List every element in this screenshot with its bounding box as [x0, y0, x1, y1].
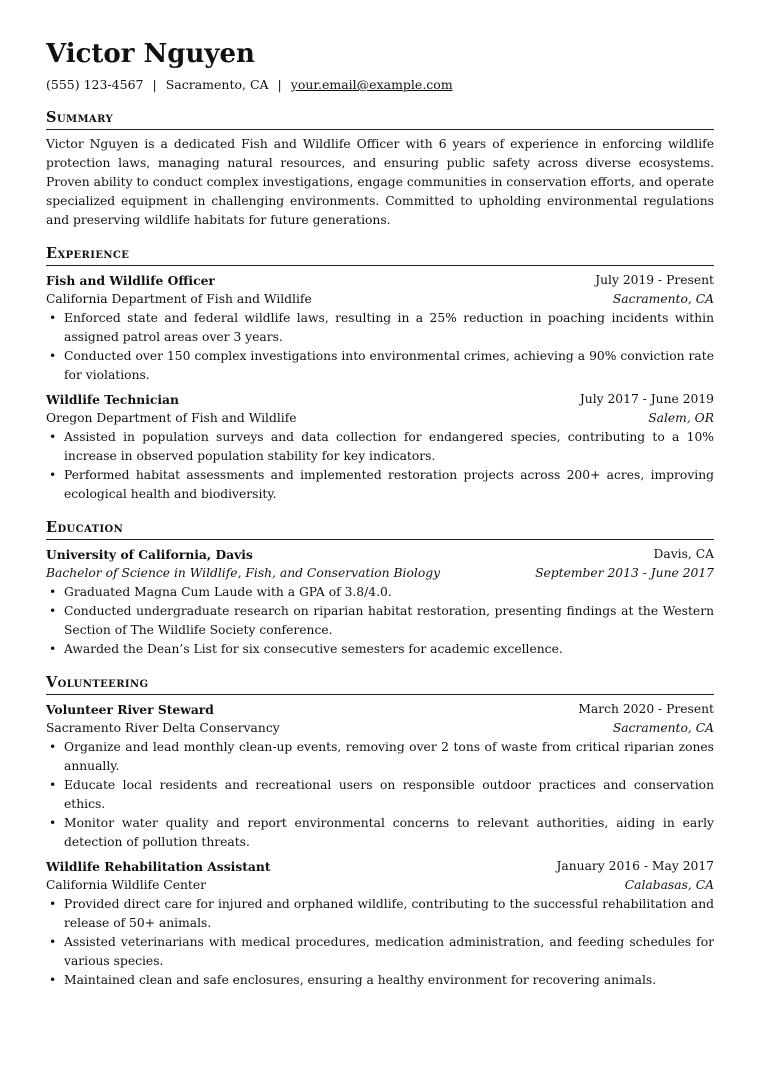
entry-dates: January 2016 - May 2017 [556, 859, 714, 873]
entry-dates: March 2020 - Present [578, 702, 714, 716]
bullet-item: • Assisted veterinarians with medical procedures, medication administration, and feeding schedules for various species. [46, 933, 714, 971]
entry-location: Sacramento, CA [612, 721, 714, 735]
entry-title: Wildlife Technician [46, 392, 179, 407]
entry-subheader-row [46, 564, 714, 583]
entry-subheader-row [46, 409, 714, 428]
volunteering-entry [46, 857, 714, 990]
bullet-list [46, 583, 714, 659]
bullet-item: • Conducted undergraduate research on riparian habitat restoration, presenting findings at the Western Section of The Wildlife Society conference. [46, 602, 714, 640]
entry-location: Salem, OR [648, 411, 714, 425]
education-list [46, 545, 714, 659]
education-heading: Education [46, 518, 714, 540]
entry-organization: California Department of Fish and Wildlife [46, 292, 312, 306]
entry-dates: July 2017 - June 2019 [579, 392, 714, 406]
entry-title: Volunteer River Steward [46, 702, 214, 717]
bullet-item: • Provided direct care for injured and orphaned wildlife, contributing to the successful rehabilitation and release of 50+ animals. [46, 895, 714, 933]
entry-organization: Sacramento River Delta Conservancy [46, 721, 280, 735]
bullet-item: • Maintained clean and safe enclosures, ensuring a healthy environment for recovering animals. [46, 971, 714, 990]
entry-degree: Bachelor of Science in Wildlife, Fish, and Conservation Biology [46, 566, 441, 580]
entry-subheader-row [46, 290, 714, 309]
experience-entry [46, 271, 714, 385]
email-link[interactable]: your.email@example.com [290, 77, 453, 92]
education-entry [46, 545, 714, 659]
bullet-item: • Graduated Magna Cum Laude with a GPA of 3.8/4.0. [46, 583, 714, 602]
volunteering-heading: Volunteering [46, 673, 714, 695]
contact-separator: | [152, 77, 157, 92]
location: Sacramento, CA [165, 77, 269, 92]
candidate-name: Victor Nguyen [46, 39, 255, 69]
entry-header-row [46, 700, 714, 719]
volunteering-entry [46, 700, 714, 852]
bullet-list [46, 309, 714, 385]
entry-organization: Oregon Department of Fish and Wildlife [46, 411, 297, 425]
experience-heading: Experience [46, 244, 714, 266]
entry-dates: July 2019 - Present [595, 273, 714, 287]
bullet-item: • Enforced state and federal wildlife laws, resulting in a 25% reduction in poaching incidents within assigned patrol areas over 3 years. [46, 309, 714, 347]
volunteering-list [46, 700, 714, 990]
bullet-list [46, 738, 714, 852]
experience-list [46, 271, 714, 504]
bullet-item: • Assisted in population surveys and data collection for endangered species, contributing to a 10% increase in observed population stability for key indicators. [46, 428, 714, 466]
entry-location: Davis, CA [653, 547, 714, 561]
experience-entry [46, 390, 714, 504]
phone-number: (555) 123-4567 [46, 77, 144, 92]
entry-header-row [46, 390, 714, 409]
entry-organization: California Wildlife Center [46, 878, 206, 892]
entry-title: Fish and Wildlife Officer [46, 273, 215, 288]
bullet-item: • Organize and lead monthly clean-up events, removing over 2 tons of waste from critical riparian zones annually. [46, 738, 714, 776]
entry-location: Sacramento, CA [612, 292, 714, 306]
summary-heading: Summary [46, 108, 714, 130]
bullet-item: • Educate local residents and recreational users on responsible outdoor practices and conservation ethics. [46, 776, 714, 814]
resume-page [46, 38, 714, 995]
contact-line [46, 76, 714, 94]
entry-location: Calabasas, CA [624, 878, 714, 892]
entry-title: University of California, Davis [46, 547, 253, 562]
contact-separator: | [277, 77, 282, 92]
entry-title: Wildlife Rehabilitation Assistant [46, 859, 271, 874]
bullet-list [46, 428, 714, 504]
entry-subheader-row [46, 876, 714, 895]
entry-header-row [46, 857, 714, 876]
summary-text: Victor Nguyen is a dedicated Fish and Wildlife Officer with 6 years of experience in enforcing wildlife protection laws, managing natural resources, and ensuring public safety across diverse ecosystems. Proven ability to conduct complex investigations, engage communities in conservation efforts, and operate specialized equipment in challenging environments. Committed to upholding environmental regulations and preserving wildlife habitats for future generations. [46, 137, 714, 227]
entry-header-row [46, 271, 714, 290]
entry-subheader-row [46, 719, 714, 738]
entry-dates: September 2013 - June 2017 [535, 566, 714, 580]
bullet-item: • Conducted over 150 complex investigations into environmental crimes, achieving a 90% conviction rate for violations. [46, 347, 714, 385]
bullet-item: • Monitor water quality and report environmental concerns to relevant authorities, aiding in early detection of pollution threats. [46, 814, 714, 852]
entry-header-row [46, 545, 714, 564]
bullet-item: • Performed habitat assessments and implemented restoration projects across 200+ acres, improving ecological health and biodiversity. [46, 466, 714, 504]
bullet-item: • Awarded the Dean’s List for six consecutive semesters for academic excellence. [46, 640, 714, 659]
bullet-list [46, 895, 714, 990]
